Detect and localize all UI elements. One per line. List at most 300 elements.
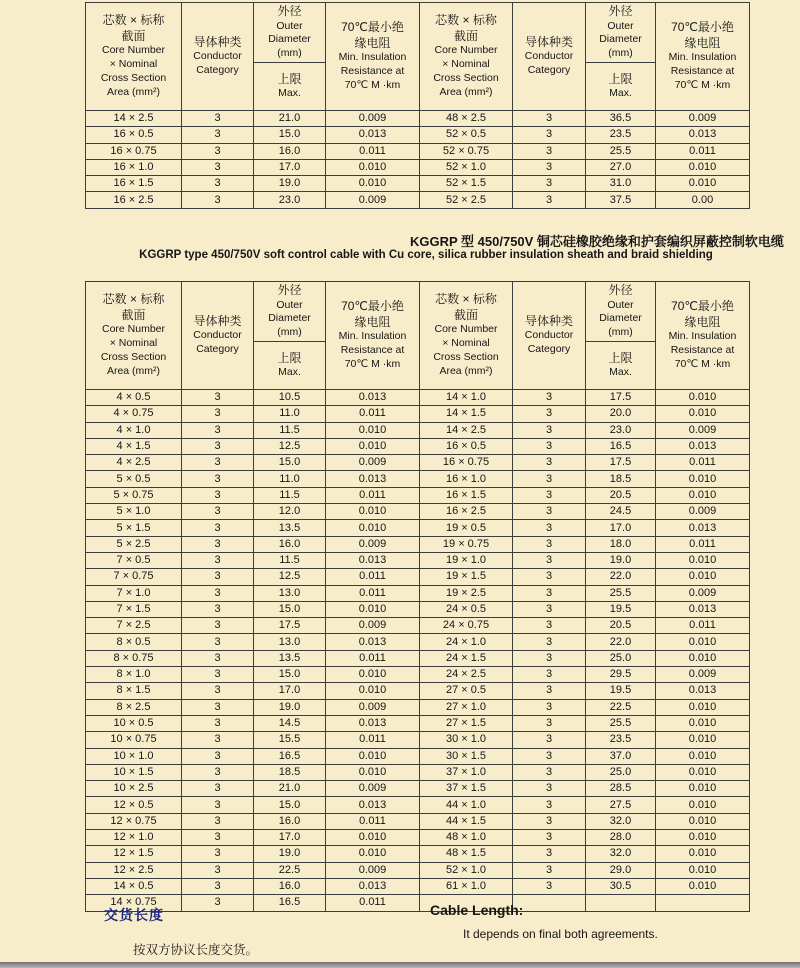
- table-row: [86, 878, 750, 894]
- table-cell: 16 × 1.0: [86, 159, 182, 175]
- table-row: [86, 895, 750, 911]
- table-cell: 52 × 2.5: [420, 192, 513, 208]
- table-cell: 3: [182, 667, 254, 683]
- table-cell: 5 × 2.5: [86, 536, 182, 552]
- table-cell: 3: [182, 504, 254, 520]
- table-cell: 3: [182, 192, 254, 208]
- table-cell: 20.5: [586, 618, 656, 634]
- table-cell: 0.011: [326, 585, 420, 601]
- table-cell: 24 × 2.5: [420, 667, 513, 683]
- table-cell: 8 × 2.5: [86, 699, 182, 715]
- table-cell: 0.009: [326, 536, 420, 552]
- table-cell: 3: [182, 406, 254, 422]
- table-cell: 0.013: [326, 878, 420, 894]
- table-cell: 3: [182, 683, 254, 699]
- table-cell: 10 × 2.5: [86, 781, 182, 797]
- table-cell: 3: [182, 455, 254, 471]
- table-cell: 19.0: [254, 699, 326, 715]
- table-cell: [586, 895, 656, 911]
- table-cell: 3: [182, 748, 254, 764]
- header-core-number: 芯数 × 标称 截面 Core Number × Nominal Cross Section Area (mm²): [86, 3, 182, 111]
- table-cell: 3: [513, 471, 586, 487]
- table-cell: 0.010: [326, 422, 420, 438]
- table-cell: 0.011: [326, 569, 420, 585]
- table-cell: 25.5: [586, 715, 656, 731]
- table-cell: 3: [513, 390, 586, 406]
- table-cell: 29.5: [586, 667, 656, 683]
- table-cell: 27.0: [586, 159, 656, 175]
- table-cell: 4 × 0.5: [86, 390, 182, 406]
- table-cell: 16 × 0.75: [420, 455, 513, 471]
- table-cell: 0.010: [656, 732, 750, 748]
- table-cell: 21.0: [254, 111, 326, 127]
- table-cell: 20.0: [586, 406, 656, 422]
- table-cell: 3: [513, 797, 586, 813]
- table-cell: 0.010: [326, 601, 420, 617]
- table-cell: 11.0: [254, 406, 326, 422]
- table-cell: 11.5: [254, 487, 326, 503]
- header-max-limit: 上限 Max.: [586, 342, 656, 390]
- table-cell: 3: [182, 781, 254, 797]
- table-cell: 5 × 1.5: [86, 520, 182, 536]
- table-cell: 16 × 2.5: [420, 504, 513, 520]
- table-cell: 18.5: [586, 471, 656, 487]
- table-cell: 0.009: [326, 455, 420, 471]
- header-min-insulation: 70℃最小绝 缘电阻 Min. Insulation Resistance at 70℃ M ·km: [656, 282, 750, 390]
- table-cell: 3: [513, 764, 586, 780]
- table-cell: 0.010: [656, 634, 750, 650]
- table-cell: 0.011: [326, 487, 420, 503]
- table-cell: 0.010: [656, 699, 750, 715]
- table-cell: 27 × 1.5: [420, 715, 513, 731]
- table-row: [86, 552, 750, 568]
- table-cell: 28.5: [586, 781, 656, 797]
- section-title-en: KGGRP type 450/750V soft control cable with Cu core, silica rubber insulation sheath and braid shielding: [139, 249, 713, 261]
- table-cell: 14 × 1.5: [420, 406, 513, 422]
- table-row: [86, 536, 750, 552]
- table-cell: 7 × 2.5: [86, 618, 182, 634]
- table-cell: 3: [513, 683, 586, 699]
- table-cell: 0.013: [326, 127, 420, 143]
- table-cell: 14 × 0.5: [86, 878, 182, 894]
- header-conductor-category: 导体种类 Conductor Category: [182, 3, 254, 111]
- header-conductor-category: 导体种类 Conductor Category: [513, 3, 586, 111]
- table-cell: 16.0: [254, 813, 326, 829]
- header-outer-diameter: 外径 Outer Diameter (mm): [586, 282, 656, 342]
- table-cell: 3: [182, 797, 254, 813]
- table-cell: 0.010: [326, 159, 420, 175]
- table-cell: 0.010: [326, 667, 420, 683]
- table-cell: 19 × 1.0: [420, 552, 513, 568]
- table-cell: 3: [182, 487, 254, 503]
- table-row: [86, 764, 750, 780]
- table-cell: 10 × 1.5: [86, 764, 182, 780]
- table-cell: 8 × 1.0: [86, 667, 182, 683]
- table-cell: 0.010: [656, 176, 750, 192]
- table-cell: 4 × 0.75: [86, 406, 182, 422]
- table-cell: 0.011: [656, 536, 750, 552]
- header-max-limit: 上限 Max.: [586, 63, 656, 111]
- table-row: [86, 667, 750, 683]
- table-cell: 0.00: [656, 192, 750, 208]
- table-cell: 3: [513, 601, 586, 617]
- table-cell: 0.009: [656, 504, 750, 520]
- header-max-limit: 上限 Max.: [254, 342, 326, 390]
- table-cell: 13.5: [254, 650, 326, 666]
- table-cell: 3: [513, 504, 586, 520]
- table-cell: 14 × 2.5: [420, 422, 513, 438]
- table-cell: 3: [182, 634, 254, 650]
- table-cell: 52 × 0.5: [420, 127, 513, 143]
- table-cell: 3: [513, 159, 586, 175]
- table-row: [86, 487, 750, 503]
- table-cell: 0.011: [656, 455, 750, 471]
- table-cell: 52 × 0.75: [420, 143, 513, 159]
- table-cell: 3: [513, 111, 586, 127]
- header-core-number: 芯数 × 标称 截面 Core Number × Nominal Cross Section Area (mm²): [420, 282, 513, 390]
- table-cell: 5 × 0.75: [86, 487, 182, 503]
- table-cell: 37 × 1.0: [420, 764, 513, 780]
- table-cell: 0.010: [326, 846, 420, 862]
- table-cell: 3: [513, 813, 586, 829]
- table-row: [86, 650, 750, 666]
- table-cell: 0.010: [656, 748, 750, 764]
- table-cell: 61 × 1.0: [420, 878, 513, 894]
- table-cell: 3: [513, 618, 586, 634]
- table-cell: 21.0: [254, 781, 326, 797]
- table-cell: 4 × 1.5: [86, 438, 182, 454]
- table-cell: 5 × 1.0: [86, 504, 182, 520]
- table-cell: 0.009: [656, 667, 750, 683]
- table-cell: 8 × 0.75: [86, 650, 182, 666]
- table-cell: 3: [182, 127, 254, 143]
- table-cell: 22.5: [254, 862, 326, 878]
- table-cell: 23.5: [586, 127, 656, 143]
- table-cell: 13.0: [254, 634, 326, 650]
- table-cell: 3: [182, 830, 254, 846]
- table-cell: 19 × 0.75: [420, 536, 513, 552]
- table-cell: 0.011: [326, 650, 420, 666]
- table-cell: 27 × 0.5: [420, 683, 513, 699]
- table-cell: 0.010: [656, 813, 750, 829]
- table-cell: 36.5: [586, 111, 656, 127]
- table-row: [86, 422, 750, 438]
- table-cell: 3: [182, 569, 254, 585]
- table-row: [86, 569, 750, 585]
- table-cell: 15.0: [254, 127, 326, 143]
- table-cell: 0.010: [656, 878, 750, 894]
- table-cell: 16.5: [254, 748, 326, 764]
- table-cell: 16 × 0.5: [420, 438, 513, 454]
- table-cell: 28.0: [586, 830, 656, 846]
- table-row: [86, 618, 750, 634]
- table-cell: 17.5: [586, 390, 656, 406]
- table-cell: 0.011: [326, 143, 420, 159]
- header-outer-diameter: 外径 Outer Diameter (mm): [586, 3, 656, 63]
- table-cell: 0.010: [656, 830, 750, 846]
- table-cell: 0.010: [656, 764, 750, 780]
- table-cell: 0.009: [326, 862, 420, 878]
- table-cell: 24 × 1.5: [420, 650, 513, 666]
- table-cell: 7 × 1.0: [86, 585, 182, 601]
- table-cell: 3: [182, 862, 254, 878]
- table-cell: 3: [513, 455, 586, 471]
- table-cell: 17.5: [254, 618, 326, 634]
- table-cell: 0.010: [656, 159, 750, 175]
- table-cell: 3: [182, 764, 254, 780]
- table-cell: 3: [513, 585, 586, 601]
- table-cell: 0.009: [326, 111, 420, 127]
- table-cell: 0.013: [326, 390, 420, 406]
- table-cell: 10 × 0.5: [86, 715, 182, 731]
- table-row: [86, 846, 750, 862]
- table-row: [86, 390, 750, 406]
- table-cell: 3: [182, 111, 254, 127]
- table-row: [86, 143, 750, 159]
- table-cell: 14 × 0.75: [86, 895, 182, 911]
- table-cell: 3: [513, 422, 586, 438]
- table-cell: 3: [182, 813, 254, 829]
- table-cell: 23.5: [586, 732, 656, 748]
- table-cell: 3: [182, 846, 254, 862]
- header-outer-diameter: 外径 Outer Diameter (mm): [254, 3, 326, 63]
- table-cell: 8 × 1.5: [86, 683, 182, 699]
- table-cell: 19.5: [586, 601, 656, 617]
- table-cell: 23.0: [254, 192, 326, 208]
- table-row: [86, 634, 750, 650]
- table-cell: 3: [513, 192, 586, 208]
- table-cell: 14 × 2.5: [86, 111, 182, 127]
- table-cell: 0.010: [326, 438, 420, 454]
- table-row: [86, 699, 750, 715]
- table-cell: 0.010: [326, 748, 420, 764]
- table-cell: 15.0: [254, 601, 326, 617]
- table-cell: 18.5: [254, 764, 326, 780]
- table-cell: 3: [513, 634, 586, 650]
- table-cell: 0.013: [326, 471, 420, 487]
- header-conductor-category: 导体种类 Conductor Category: [182, 282, 254, 390]
- table-row: [86, 715, 750, 731]
- table-cell: 0.010: [656, 487, 750, 503]
- table-cell: 0.013: [326, 634, 420, 650]
- table-cell: 37.5: [586, 192, 656, 208]
- table-cell: 30.5: [586, 878, 656, 894]
- table-row: [86, 830, 750, 846]
- table-cell: 0.013: [326, 797, 420, 813]
- table-cell: 8 × 0.5: [86, 634, 182, 650]
- table-cell: 10.5: [254, 390, 326, 406]
- table-cell: 27 × 1.0: [420, 699, 513, 715]
- table-cell: 32.0: [586, 846, 656, 862]
- table-cell: 17.5: [586, 455, 656, 471]
- table-row: [86, 406, 750, 422]
- header-core-number: 芯数 × 标称 截面 Core Number × Nominal Cross Section Area (mm²): [420, 3, 513, 111]
- table-cell: 44 × 1.0: [420, 797, 513, 813]
- table-cell: 0.010: [656, 862, 750, 878]
- table-row: [86, 111, 750, 127]
- table-cell: 7 × 1.5: [86, 601, 182, 617]
- header-min-insulation: 70℃最小绝 缘电阻 Min. Insulation Resistance at 70℃ M ·km: [656, 3, 750, 111]
- table-row: [86, 127, 750, 143]
- table-row: [86, 455, 750, 471]
- table-cell: 22.5: [586, 699, 656, 715]
- table-cell: 3: [513, 143, 586, 159]
- table-cell: 25.5: [586, 585, 656, 601]
- spec-table-top: [85, 2, 750, 209]
- table-cell: 0.010: [656, 569, 750, 585]
- table-cell: 48 × 2.5: [420, 111, 513, 127]
- table-cell: 11.5: [254, 422, 326, 438]
- table-cell: 3: [513, 715, 586, 731]
- table-cell: 19.0: [586, 552, 656, 568]
- table-cell: 3: [513, 667, 586, 683]
- table-cell: 3: [182, 650, 254, 666]
- table-cell: 15.0: [254, 797, 326, 813]
- table-cell: 0.013: [656, 520, 750, 536]
- table-cell: 17.0: [254, 683, 326, 699]
- table-cell: 3: [182, 585, 254, 601]
- table-cell: 15.5: [254, 732, 326, 748]
- table-cell: 24.5: [586, 504, 656, 520]
- table-cell: 3: [513, 830, 586, 846]
- table-cell: 52 × 1.0: [420, 862, 513, 878]
- table-cell: 3: [513, 127, 586, 143]
- table-cell: 30 × 1.5: [420, 748, 513, 764]
- page-bottom-edge: [0, 962, 800, 968]
- table-cell: 3: [513, 650, 586, 666]
- table-cell: 24 × 0.75: [420, 618, 513, 634]
- table-cell: 16 × 0.5: [86, 127, 182, 143]
- table-cell: 16.0: [254, 878, 326, 894]
- table-cell: 5 × 0.5: [86, 471, 182, 487]
- table-cell: 0.010: [656, 390, 750, 406]
- table-cell: 16.5: [254, 895, 326, 911]
- table-cell: 3: [513, 732, 586, 748]
- table-cell: 12 × 1.5: [86, 846, 182, 862]
- table-cell: 19 × 2.5: [420, 585, 513, 601]
- table-cell: 4 × 2.5: [86, 455, 182, 471]
- table-cell: 15.0: [254, 455, 326, 471]
- table-cell: 0.011: [656, 618, 750, 634]
- table-cell: 16.0: [254, 143, 326, 159]
- table-cell: 52 × 1.5: [420, 176, 513, 192]
- table-cell: 0.010: [656, 797, 750, 813]
- table-row: [86, 585, 750, 601]
- table-row: [86, 601, 750, 617]
- table-row: [86, 797, 750, 813]
- table-cell: 27.5: [586, 797, 656, 813]
- footer-delivery-length-heading-cn: 交货长度: [104, 907, 164, 923]
- table-cell: 0.013: [326, 552, 420, 568]
- table-cell: 0.010: [326, 683, 420, 699]
- table-cell: 0.011: [326, 732, 420, 748]
- table-cell: 23.0: [586, 422, 656, 438]
- table-row: [86, 504, 750, 520]
- table-cell: 3: [513, 748, 586, 764]
- table-cell: 16.0: [254, 536, 326, 552]
- table-row: [86, 748, 750, 764]
- table-cell: 31.0: [586, 176, 656, 192]
- table-cell: 3: [513, 520, 586, 536]
- header-outer-diameter: 外径 Outer Diameter (mm): [254, 282, 326, 342]
- table-row: [86, 176, 750, 192]
- table-cell: 3: [513, 406, 586, 422]
- table-cell: 0.011: [326, 895, 420, 911]
- table-cell: 3: [182, 536, 254, 552]
- table-row: [86, 520, 750, 536]
- table-cell: 3: [182, 422, 254, 438]
- table-cell: 13.0: [254, 585, 326, 601]
- table-row: [86, 192, 750, 208]
- table-cell: 13.5: [254, 520, 326, 536]
- table-cell: 0.010: [656, 650, 750, 666]
- table-row: [86, 862, 750, 878]
- table-cell: 0.010: [326, 176, 420, 192]
- table-cell: [513, 895, 586, 911]
- table-cell: 37 × 1.5: [420, 781, 513, 797]
- table-row: [86, 159, 750, 175]
- table-cell: 17.0: [254, 830, 326, 846]
- table-cell: 0.010: [326, 520, 420, 536]
- table-cell: 3: [513, 569, 586, 585]
- table-cell: 16 × 1.0: [420, 471, 513, 487]
- table-cell: 0.010: [656, 406, 750, 422]
- table-cell: 0.013: [326, 715, 420, 731]
- table-cell: 0.013: [656, 683, 750, 699]
- table-cell: 12 × 1.0: [86, 830, 182, 846]
- table-cell: 12.0: [254, 504, 326, 520]
- table-cell: 52 × 1.0: [420, 159, 513, 175]
- table-cell: 0.010: [326, 764, 420, 780]
- table-cell: 3: [182, 390, 254, 406]
- table-cell: 3: [513, 536, 586, 552]
- table-cell: 3: [182, 471, 254, 487]
- table-cell: 12.5: [254, 569, 326, 585]
- table-cell: 15.0: [254, 667, 326, 683]
- spec-table-main: [85, 281, 750, 912]
- table-row: [86, 683, 750, 699]
- table-cell: 0.010: [656, 846, 750, 862]
- table-cell: 24 × 0.5: [420, 601, 513, 617]
- table-cell: 19.0: [254, 846, 326, 862]
- header-conductor-category: 导体种类 Conductor Category: [513, 282, 586, 390]
- table-cell: 16.5: [586, 438, 656, 454]
- header-max-limit: 上限 Max.: [254, 63, 326, 111]
- table-cell: 0.013: [656, 438, 750, 454]
- table-header: [86, 3, 750, 111]
- table-cell: 3: [182, 520, 254, 536]
- table-cell: 0.011: [326, 406, 420, 422]
- table-cell: 0.009: [326, 781, 420, 797]
- table-cell: 4 × 1.0: [86, 422, 182, 438]
- table-cell: 20.5: [586, 487, 656, 503]
- table-cell: [656, 895, 750, 911]
- table-cell: 19 × 0.5: [420, 520, 513, 536]
- table-cell: 16 × 1.5: [86, 176, 182, 192]
- table-cell: 3: [182, 732, 254, 748]
- table-cell: 0.009: [326, 192, 420, 208]
- table-cell: 12 × 0.75: [86, 813, 182, 829]
- footer-cable-length-heading-en: Cable Length:: [430, 902, 524, 918]
- table-header: [86, 282, 750, 390]
- table-cell: 0.011: [656, 143, 750, 159]
- footer-cable-length-text-en: It depends on final both agreements.: [463, 927, 658, 941]
- table-cell: 0.009: [656, 585, 750, 601]
- table-cell: 0.010: [656, 715, 750, 731]
- table-cell: 7 × 0.75: [86, 569, 182, 585]
- table-cell: 3: [182, 618, 254, 634]
- table-row: [86, 781, 750, 797]
